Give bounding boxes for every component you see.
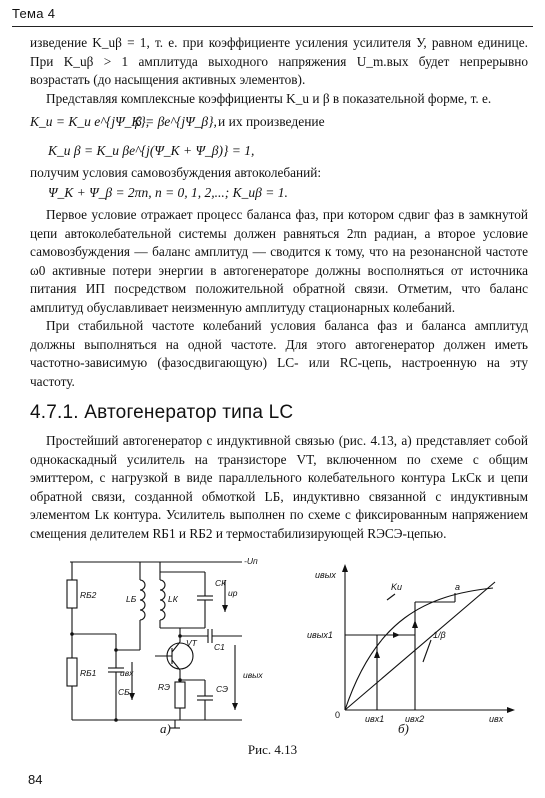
paragraph-3: получим условия самовозбуждения автоколебаний: (30, 165, 322, 180)
graph-origin: 0 (335, 710, 341, 720)
label-c1: C1 (214, 642, 225, 652)
formula-product: K_u β = K_u βe^{j(Ψ_K + Ψ_β)} = 1, (48, 143, 255, 158)
label-rb2: RБ2 (80, 590, 97, 600)
formula-beta: β = βe^{jΨ_β}, (135, 114, 217, 129)
graph-point-a: а (455, 582, 461, 592)
subfigure-a-label: а) (160, 721, 171, 736)
running-header (12, 4, 533, 27)
label-lk: LК (168, 594, 178, 604)
label-rb1: RБ1 (80, 668, 97, 678)
label-ce: CЭ (216, 684, 229, 694)
graph-ku-label: Ku (391, 582, 403, 592)
paragraph-2: Представляя комплексные коэффициенты K_u и β в показательной форме, т. е. (46, 91, 492, 106)
section-heading (30, 402, 293, 424)
graph-beta-label: 1/β (433, 630, 446, 640)
graph-uvyx1: uвых1 (307, 630, 333, 640)
formula-note: и их произведение (218, 114, 325, 129)
label-vt: VT (186, 638, 197, 648)
paragraph-4: Первое условие отражает процесс баланса фаз, при котором сдвиг фаз в замкнутой цепи автоколебательной системы должен равняться 2πn радиан, а второе условие самовозбуждения — баланс амплитуд — сводится к тому, что на резонансной частоте ω0 активные потери энергии в автогенераторе должны восполняться от источника питания ИП посредством положительной обратной связи. Отметим, что баланс амплитуд обуславливает неизменную амплитуду стационарных колебаний. (30, 207, 528, 315)
graph-uvx2: uвх2 (405, 714, 425, 724)
paragraph-5: При стабильной частоте колебаний условия баланса фаз и баланса амплитуд должны выполняться на одной частоте. Для этого автогенератор должен иметь частотно-зависимую (фазосдвигающую) LC- или RC-цепь, настроенную на эту частоту. (30, 318, 528, 389)
label-uvx: uвх (120, 668, 134, 678)
graph-x-label: uвх (489, 714, 504, 724)
amplitude-graph (305, 560, 530, 725)
graph-uvx1: uвх1 (365, 714, 385, 724)
running-title: Тема 4 (12, 6, 56, 21)
figure-caption: Рис. 4.13 (247, 742, 298, 757)
label-re: RЭ (158, 682, 171, 692)
circuit-diagram (60, 550, 270, 735)
label-uvyx: uвых (243, 670, 263, 680)
label-up: uр (228, 588, 238, 598)
label-ck: CК (215, 578, 227, 588)
paragraph-6: Простейший автогенератор с индуктивной связью (рис. 4.13, а) представляет собой однокаскадный усилитель на транзисторе VT, включенном по схеме с общим эмиттером, с нагрузкой в виде параллельного колебательного контура LкCк и цепи обратной связи, созданной обмоткой LБ, индуктивно связанной с индуктивным элементом Lк контура. Усилитель выполнен по схеме с фиксированным напряжением смещения делителем RБ1 и RБ2 и термостабилизирующей RЭCЭ-цепью. (30, 433, 528, 541)
graph-y-label: uвых (315, 570, 336, 580)
label-lb: LБ (126, 594, 137, 604)
paragraph-1: изведение K_uβ = 1, т. е. при коэффициенте усиления усилителя У, равном единице. При K_uβ > 1 амплитуда выходного напряжения U_m.вых будет непрерывно возрастать (до насыщения активных элементов). (30, 35, 528, 87)
section-title: Автогенератор типа LC (84, 402, 294, 423)
formula-conditions: Ψ_K + Ψ_β = 2πn, n = 0, 1, 2,...; K_uβ = 1. (48, 185, 288, 200)
formula-ku: K_u = K_u e^{jΨ_K}, (30, 114, 150, 129)
label-supply: -Uп (244, 556, 258, 566)
section-number: 4.7.1. (30, 402, 79, 423)
subfigure-b-label: б) (398, 721, 409, 736)
label-cb: CБ (118, 687, 130, 697)
page-number: 84 (28, 772, 43, 787)
